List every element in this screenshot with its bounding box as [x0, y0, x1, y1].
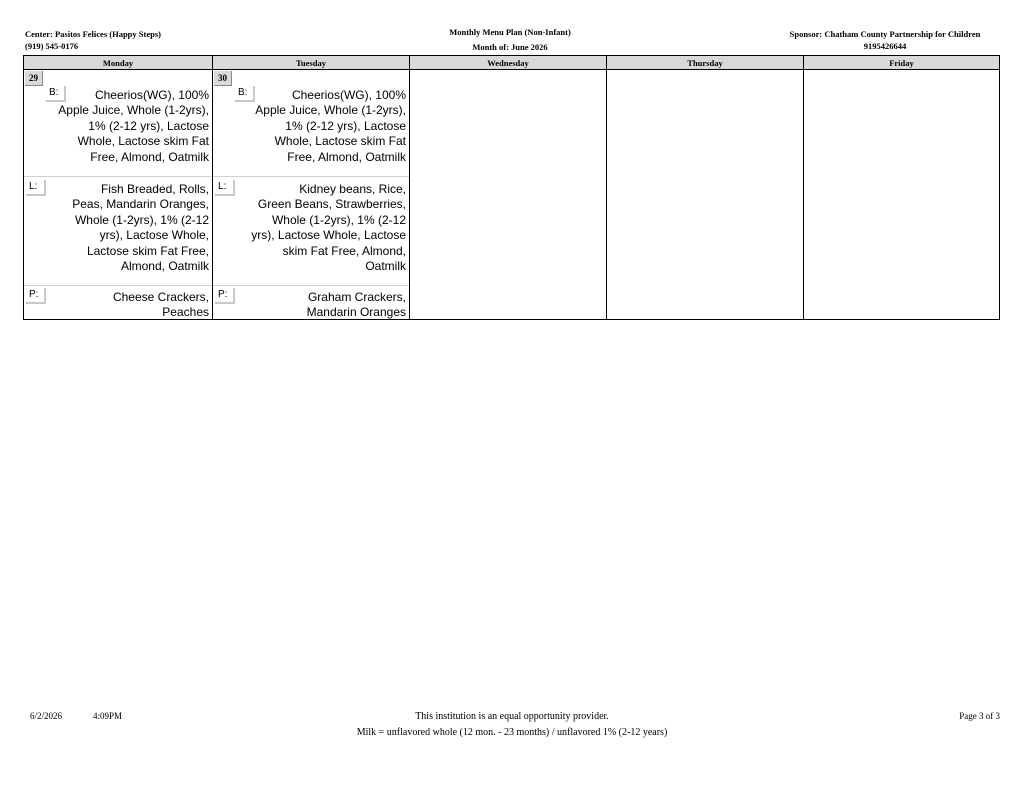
day-column-friday: [804, 56, 999, 319]
lunch-menu: Fish Breaded, Rolls, Peas, Mandarin Oranges, Whole (1-2yrs), 1% (2-12 yrs), Lactose Whole, Lactose skim Fat Free, Almond, Oatmilk: [72, 182, 209, 274]
milk-note: Milk = unflavored whole (12 mon. - 23 months) / unflavored 1% (2-12 years): [356, 727, 668, 738]
day-header-friday: Friday: [804, 56, 999, 70]
lunch-tag: L:: [26, 180, 46, 196]
snack-tag: P:: [26, 288, 46, 304]
snack-menu: Graham Crackers, Mandarin Oranges: [306, 290, 406, 320]
plan-info: [410, 26, 610, 53]
lunch-tag: L:: [215, 180, 235, 196]
center-name: Center: Pasitos Felices (Happy Steps): [25, 29, 161, 39]
day-header-thursday: Thursday: [607, 56, 803, 70]
day-column-wednesday: [410, 56, 607, 319]
equal-opportunity-statement: This institution is an equal opportunity provider.: [415, 711, 609, 722]
day-column-tuesday: [213, 56, 410, 319]
meal-divider: [24, 176, 212, 180]
snack-menu: Cheese Crackers, Peaches: [112, 290, 209, 320]
date-label: 29: [25, 71, 43, 86]
day-header-tuesday: Tuesday: [213, 56, 409, 70]
center-phone: (919) 545-0176: [25, 41, 79, 51]
page-number: Page 3 of 3: [959, 711, 1000, 721]
day-header-wednesday: Wednesday: [410, 56, 606, 70]
sponsor-info: [760, 28, 1010, 52]
breakfast-menu: Cheerios(WG), 100% Apple Juice, Whole (1-2yrs), 1% (2-12 yrs), Lactose Whole, Lactose skim Fat Free, Almond, Oatmilk: [58, 88, 209, 164]
plan-title: Monthly Menu Plan (Non-Infant): [449, 27, 571, 37]
month-of: Month of: June 2026: [472, 42, 548, 52]
meal-divider: [213, 285, 409, 289]
breakfast-tag: B:: [235, 86, 255, 102]
date-label: 30: [214, 71, 232, 86]
lunch-menu: Kidney beans, Rice, Green Beans, Strawberries, Whole (1-2yrs), 1% (2-12 yrs), Lactose Whole, Lactose skim Fat Free, Almond, Oatmilk: [251, 182, 406, 274]
meal-divider: [24, 285, 212, 289]
print-time: 4:09PM: [93, 711, 123, 721]
sponsor-name: Sponsor: Chatham County Partnership for Children: [789, 29, 981, 39]
breakfast-tag: B:: [46, 86, 66, 102]
center-info: [25, 28, 161, 52]
day-column-monday: [24, 56, 213, 319]
snack-tag: P:: [215, 288, 235, 304]
day-column-thursday: [607, 56, 804, 319]
sponsor-phone: 9195426644: [863, 41, 907, 51]
day-header-monday: Monday: [24, 56, 212, 70]
menu-calendar: [23, 55, 1000, 320]
print-date: 6/2/2026: [30, 711, 63, 721]
meal-divider: [213, 176, 409, 180]
breakfast-menu: Cheerios(WG), 100% Apple Juice, Whole (1-2yrs), 1% (2-12 yrs), Lactose Whole, Lactose skim Fat Free, Almond, Oatmilk: [255, 88, 406, 164]
